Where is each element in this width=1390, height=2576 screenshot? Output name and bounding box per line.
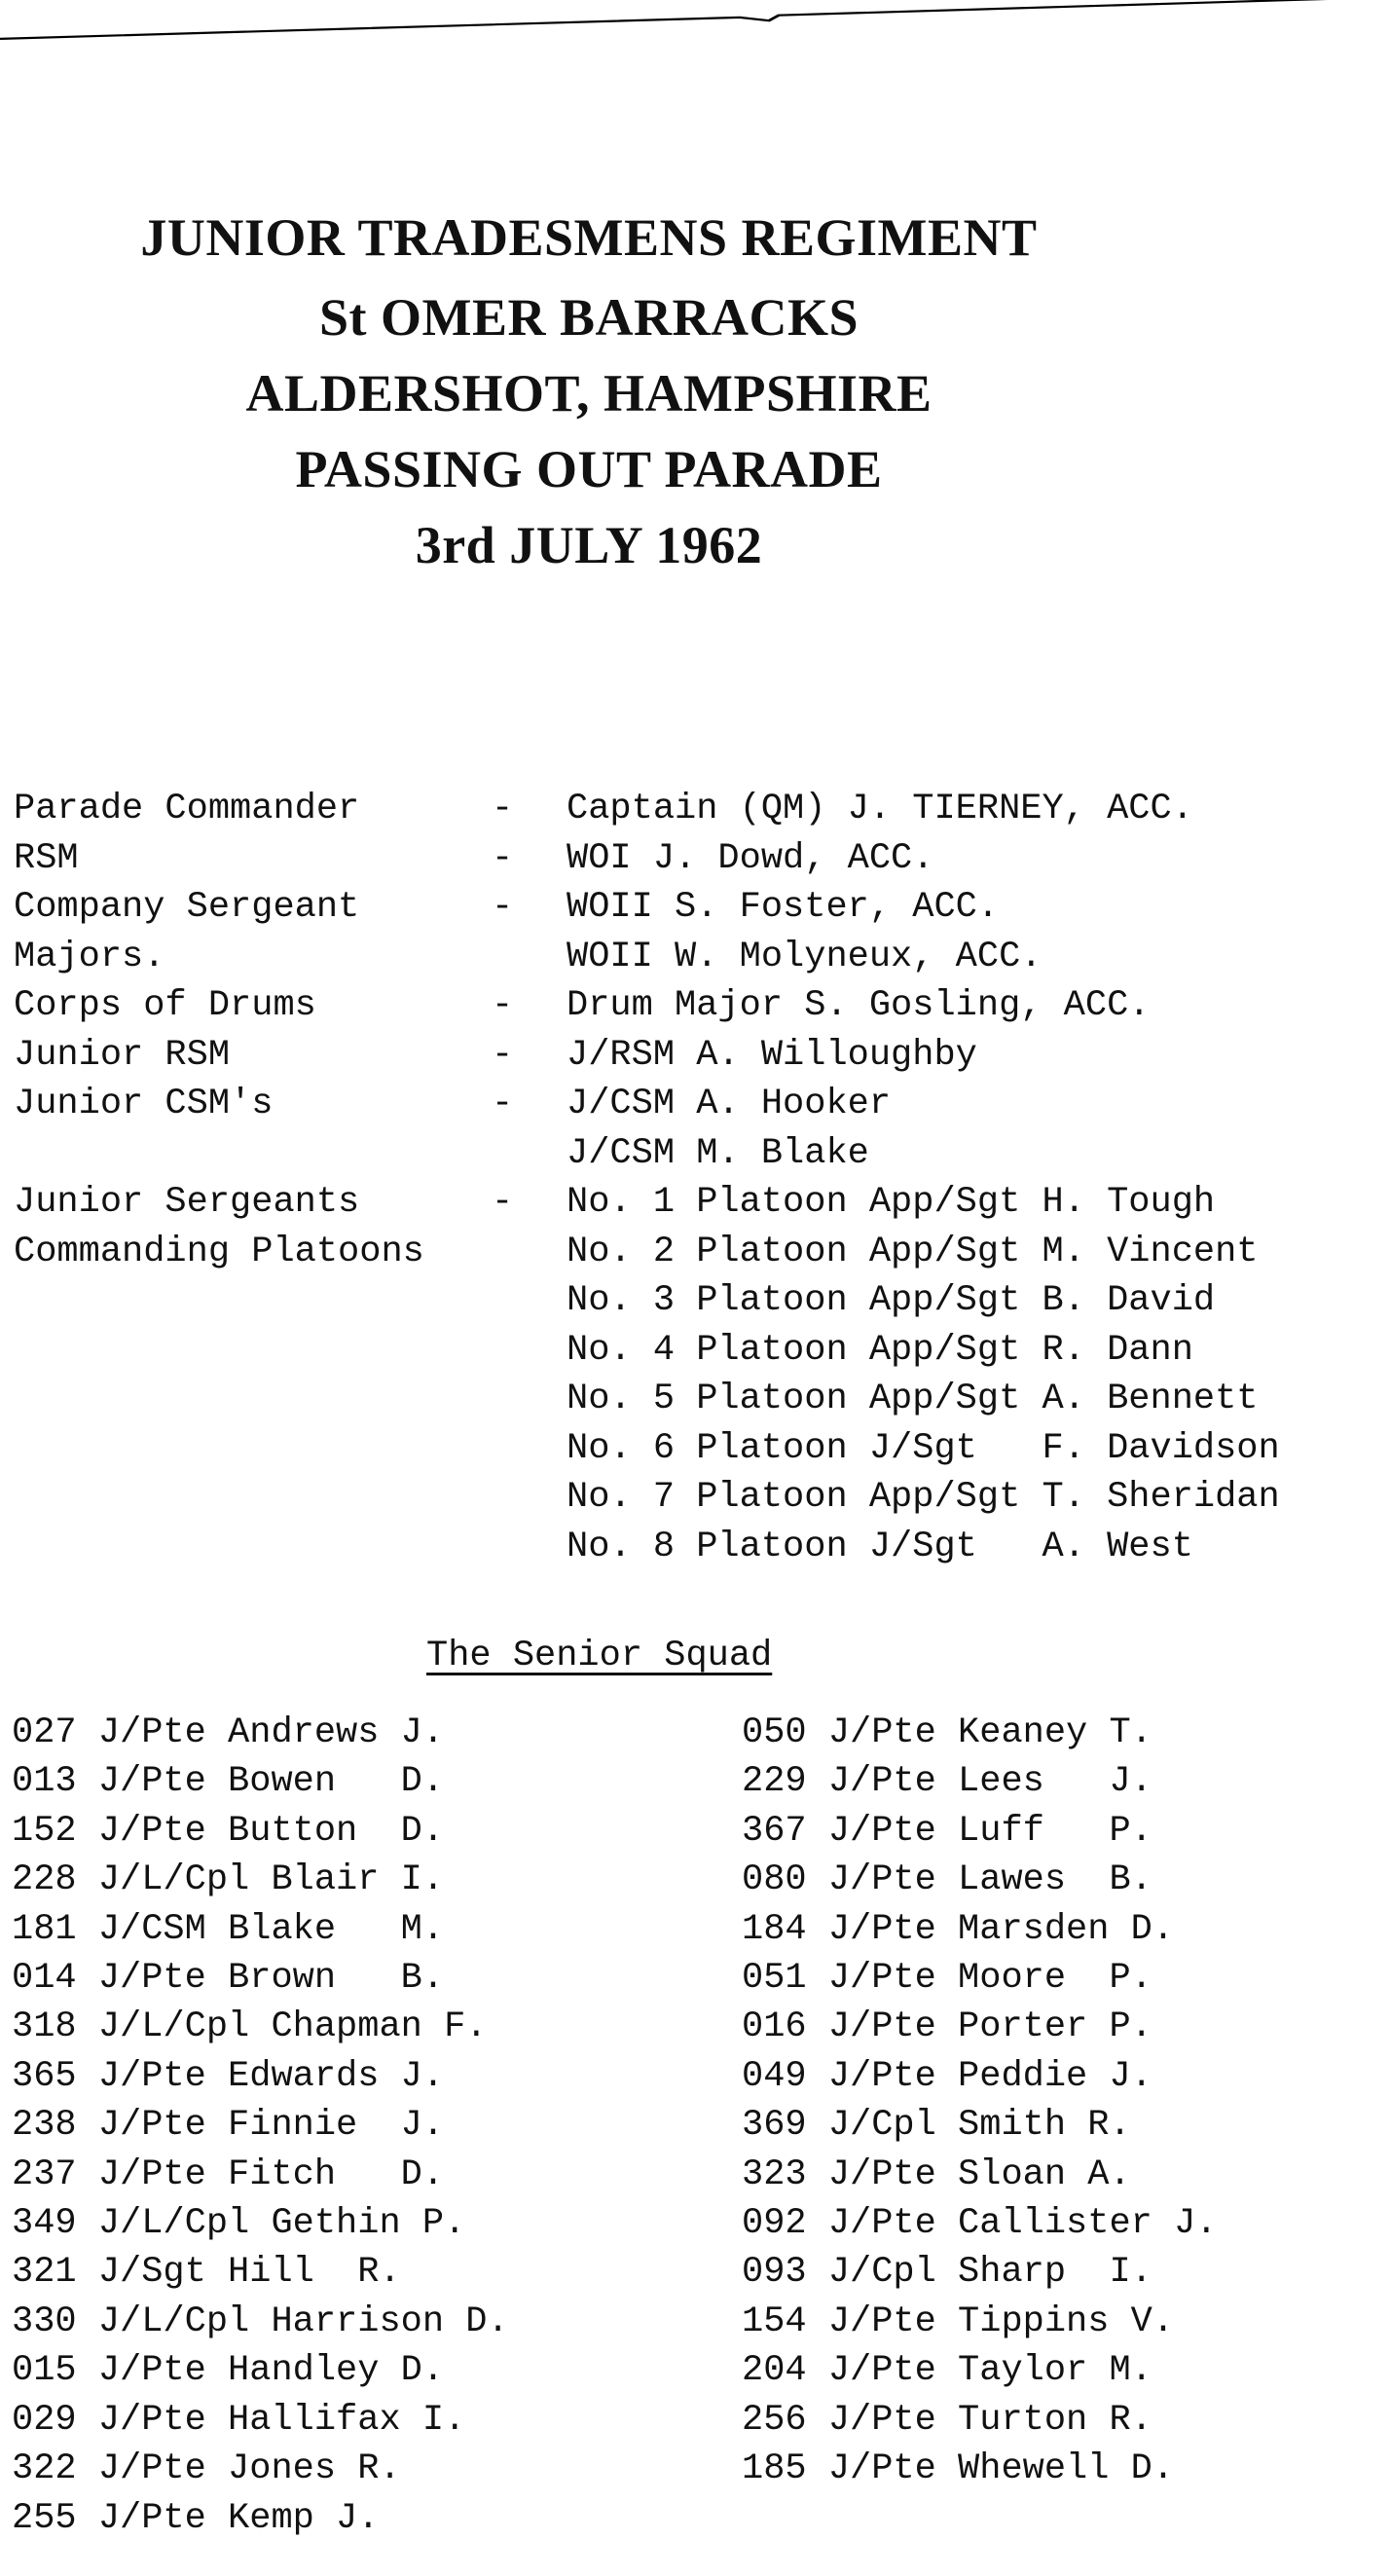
header-barracks: St OMER BARRACKS xyxy=(318,288,860,347)
squad-member: 080 J/Pte Lawes B. xyxy=(742,1859,1152,1901)
official-name: No. 3 Platoon App/Sgt B. David xyxy=(567,1280,1216,1321)
official-role: Commanding Platoons xyxy=(14,1231,424,1272)
squad-member: 027 J/Pte Andrews J. xyxy=(12,1712,445,1753)
official-name: No. 2 Platoon App/Sgt M. Vincent xyxy=(567,1231,1259,1272)
squad-member: 154 J/Pte Tippins V. xyxy=(742,2300,1175,2342)
squad-member: 256 J/Pte Turton R. xyxy=(742,2399,1152,2441)
header-location: ALDERSHOT, HAMPSHIRE xyxy=(245,364,933,423)
official-name: J/RSM A. Willoughby xyxy=(567,1034,977,1076)
squad-member: 050 J/Pte Keaney T. xyxy=(742,1712,1152,1753)
squad-member: 185 J/Pte Whewell D. xyxy=(742,2448,1175,2490)
squad-member: 365 J/Pte Edwards J. xyxy=(12,2055,445,2097)
squad-column-right xyxy=(742,1709,1217,2494)
official-dash: - xyxy=(492,1034,514,1076)
squad-member: 013 J/Pte Bowen D. xyxy=(12,1761,445,1803)
official-name: Drum Major S. Gosling, ACC. xyxy=(567,985,1151,1026)
squad-column-left xyxy=(12,1709,509,2543)
squad-member: 093 J/Cpl Sharp I. xyxy=(742,2252,1152,2294)
squad-member: 323 J/Pte Sloan A. xyxy=(742,2153,1131,2195)
squad-member: 228 J/L/Cpl Blair I. xyxy=(12,1859,445,1901)
official-dash: - xyxy=(492,985,514,1026)
senior-squad-heading: The Senior Squad xyxy=(426,1636,773,1676)
official-role: Company Sergeant xyxy=(14,887,360,928)
page-edge-line xyxy=(0,0,1390,58)
official-dash: - xyxy=(492,837,514,879)
squad-member: 181 J/CSM Blake M. xyxy=(12,1908,445,1950)
squad-member: 255 J/Pte Kemp J. xyxy=(12,2497,380,2539)
squad-member: 229 J/Pte Lees J. xyxy=(742,1761,1152,1803)
squad-member: 014 J/Pte Brown B. xyxy=(12,1958,445,2000)
squad-member: 049 J/Pte Peddie J. xyxy=(742,2055,1152,2097)
official-role: Junior Sergeants xyxy=(14,1182,360,1223)
squad-member: 184 J/Pte Marsden D. xyxy=(742,1908,1175,1950)
official-name: Captain (QM) J. TIERNEY, ACC. xyxy=(567,789,1193,829)
official-name: No. 5 Platoon App/Sgt A. Bennett xyxy=(567,1379,1259,1419)
official-dash: - xyxy=(492,1084,514,1124)
official-role: Junior CSM's xyxy=(14,1084,274,1124)
squad-member: 321 J/Sgt Hill R. xyxy=(12,2252,401,2294)
squad-member: 369 J/Cpl Smith R. xyxy=(742,2105,1131,2147)
official-role: Corps of Drums xyxy=(14,985,316,1026)
official-name: J/CSM A. Hooker xyxy=(567,1084,892,1124)
official-role: Majors. xyxy=(14,936,165,977)
squad-member: 029 J/Pte Hallifax I. xyxy=(12,2399,466,2441)
official-name: No. 7 Platoon App/Sgt T. Sheridan xyxy=(567,1477,1280,1518)
official-dash: - xyxy=(492,789,514,829)
squad-member: 367 J/Pte Luff P. xyxy=(742,1810,1152,1852)
squad-member: 322 J/Pte Jones R. xyxy=(12,2448,401,2490)
squad-member: 051 J/Pte Moore P. xyxy=(742,1958,1152,2000)
header-event: PASSING OUT PARADE xyxy=(295,440,883,498)
official-name: J/CSM M. Blake xyxy=(567,1132,869,1174)
header-regiment: JUNIOR TRADESMENS REGIMENT xyxy=(140,208,1038,267)
squad-member: 015 J/Pte Handley D. xyxy=(12,2350,445,2392)
squad-member: 237 J/Pte Fitch D. xyxy=(12,2153,445,2195)
official-role: RSM xyxy=(14,837,79,879)
official-role: Junior RSM xyxy=(14,1034,231,1076)
official-name: No. 4 Platoon App/Sgt R. Dann xyxy=(567,1329,1193,1371)
official-name: WOII S. Foster, ACC. xyxy=(567,887,1000,928)
squad-member: 092 J/Pte Callister J. xyxy=(742,2203,1218,2245)
official-name: WOI J. Dowd, ACC. xyxy=(567,837,934,879)
squad-member: 152 J/Pte Button D. xyxy=(12,1810,445,1852)
official-name: No. 6 Platoon J/Sgt F. Davidson xyxy=(567,1427,1280,1469)
squad-member: 318 J/L/Cpl Chapman F. xyxy=(12,2006,488,2048)
official-name: No. 1 Platoon App/Sgt H. Tough xyxy=(567,1182,1216,1223)
squad-member: 016 J/Pte Porter P. xyxy=(742,2006,1152,2048)
official-role: Parade Commander xyxy=(14,789,360,829)
official-name: WOII W. Molyneux, ACC. xyxy=(567,936,1042,977)
header-date: 3rd JULY 1962 xyxy=(415,516,763,574)
official-dash: - xyxy=(492,887,514,928)
squad-member: 238 J/Pte Finnie J. xyxy=(12,2105,445,2147)
squad-member: 330 J/L/Cpl Harrison D. xyxy=(12,2300,509,2342)
squad-member: 204 J/Pte Taylor M. xyxy=(742,2350,1152,2392)
official-dash: - xyxy=(492,1182,514,1223)
official-name: No. 8 Platoon J/Sgt A. West xyxy=(567,1526,1193,1567)
squad-member: 349 J/L/Cpl Gethin P. xyxy=(12,2203,466,2245)
